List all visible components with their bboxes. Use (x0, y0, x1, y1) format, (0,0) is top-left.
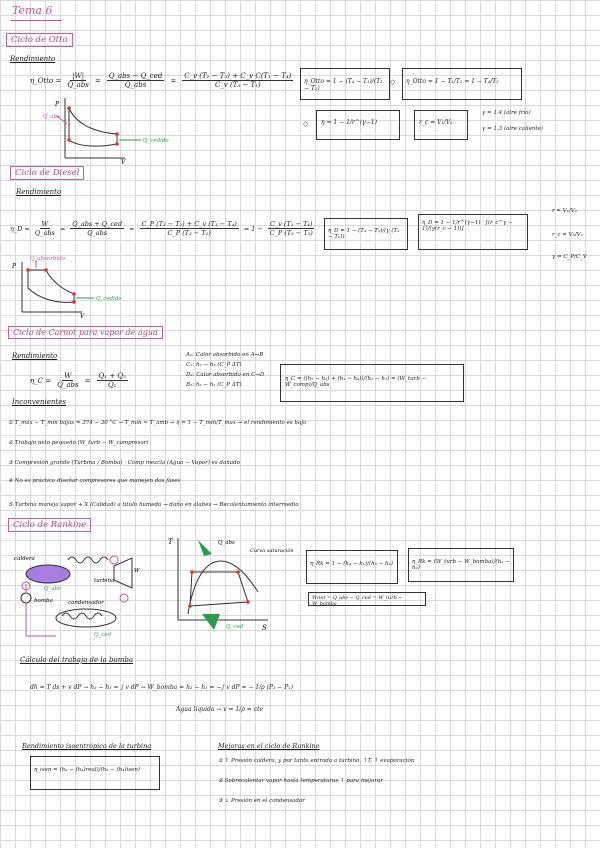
diesel-equation: η_D = $\frac{W}{\text{Q\_abs}}$ = $\frac{\text{Q\_abs + Q\_ced}}{\text{Q\_abs}}$ = $\frac{\text{C\_P (T₃ − T₂) + C\_v (T₁ − T₄)}}{\text{C\_P (T₃ − T₂)}}$ = 1 − $\frac{\text{C\_v (T₁ − T₄)}}{\text{C\_P (T₃ − T₂)}}$ (10, 220, 313, 237)
otto-title: Ciclo de Otto (6, 33, 73, 47)
diesel-def-gamma: γ = C_P/C_V (552, 254, 587, 260)
carnot-incon-1: ① T_máx − T_mín bajas = 374 − 30 °C → T_mín ≈ T_amb → η = 1 − T_min/T_max → el rendimiento es bajo (8, 420, 307, 426)
rankine-mejora-1: ① ↑ Presión caldera, y por tanto entrada a turbina, ↑T, ↑ evaporación (218, 758, 415, 764)
rankine-ts-s: S (262, 624, 267, 632)
diesel-box-2: η_D = 1 − 1/r^(γ−1) · [(r_c^γ − 1)/(γ(r_c − 1))] (418, 214, 528, 250)
tema-underline (10, 20, 62, 21)
rankine-title: Ciclo de Rankine (8, 518, 91, 532)
rankine-calc-label: Cálculo del trabajo de la bomba (20, 656, 134, 664)
diesel-title: Ciclo de Diesel (10, 166, 84, 180)
rankine-ts-qced: Q_ced (226, 624, 244, 630)
rankine-qabs: Q_abs (44, 586, 61, 592)
diesel-box-1: η_D = 1 − (T₄ − T₁)/(γ (T₃ − T₂)) (324, 218, 408, 250)
otto-arrow-label: ◇ (303, 120, 309, 128)
rankine-turbina: turbina (94, 578, 115, 584)
otto-v-axis: V (121, 159, 126, 166)
otto-box-3: η = 1 − 1/r^(γ−1) (316, 110, 400, 140)
carnot-equation: η_C = $\frac{W}{\text{Q\_abs}}$ = $\frac{\text{Q₁ + Q₂}}{\text{Q₁}}$ (30, 372, 126, 389)
diesel-rend-label: Rendimiento (16, 188, 62, 196)
carnot-incon-4: ④ No es práctico diseñar compresores que manejen dos fases (8, 478, 181, 484)
rankine-ts-qabs: Q_abs (218, 540, 235, 546)
rankine-caldera: caldera (14, 556, 35, 562)
otto-sep: ◇ (390, 78, 396, 86)
otto-qced-label: Q_cedido (143, 138, 169, 144)
rankine-bomba: bomba (34, 598, 53, 604)
rankine-eq-2: Agua líquida → v = 1/ρ = cte (176, 706, 264, 713)
diesel-def-rc: r_c = V₃/V₂ (552, 232, 583, 238)
rankine-eq-1: dh = T ds + v dP → h₂ − h₁ = ∫ v dP → W_bomba = h₂ − h₁ = −∫ v dP = − 1/ρ (P₂ − P₁) (30, 684, 293, 691)
otto-equation: η_Otto = $\frac{|W|}{\text{Q\_abs}}$ = $\frac{\text{Q\_abs − Q\_ced}}{\text{Q\_abs}}$ = $\frac{\text{C\_v (T₂ − T₃) + C\_v C(T₁ − T₄)}}{\text{C\_v (T₃ − T₁)}}$ (30, 72, 292, 89)
diesel-qced-label: Q_cedido (96, 296, 122, 302)
rankine-ts-sat: Curva saturación (250, 548, 294, 554)
rankine-box-1: η_Rk = 1 − (h₄ − h₁)/(h₃ − h₂) (306, 550, 398, 584)
rankine-w: W (134, 568, 140, 574)
otto-p-axis: P (55, 101, 60, 108)
carnot-incon-label: Inconvenientes (12, 398, 66, 406)
otto-pv-diagram (43, 96, 175, 166)
carnot-note-3: D₂: Calor absorbido en C→D (186, 372, 265, 378)
rankine-mejora-3: ③ ↓ Presión en el condensador (218, 798, 305, 804)
diesel-qabs-label: Q_absorbido (30, 256, 65, 262)
otto-box-1: η_Otto = 1 − (T₄ − T₁)/(T₃ − T₂) (300, 68, 390, 100)
diesel-pv-diagram (12, 258, 152, 318)
otto-rend-label: Rendimiento (10, 55, 56, 63)
diesel-v-axis: V (80, 313, 85, 320)
rankine-condensador: condensador (68, 600, 104, 606)
carnot-note-4: B₂: h₂ − h₁ (C_P ΔT) (186, 382, 242, 388)
rankine-isen-label: Rendimiento isoentrópico de la turbina (22, 742, 152, 750)
otto-box-2: η_Otto = 1 − T₁/T₂ = 1 − T₄/T₃ (402, 68, 522, 100)
otto-qabs-label: Q_abs (43, 114, 60, 120)
rankine-mejora-2: ② Sobrecalentar vapor hasta temperaturas ↑ para mejorar (218, 778, 383, 784)
rankine-qced: Q_ced (94, 632, 112, 638)
diesel-p-axis: P (12, 263, 17, 270)
tema-heading: Tema 6 (12, 4, 53, 17)
carnot-title: Ciclo de Carnot para vapor de agua (8, 326, 163, 339)
rankine-box-2: η_Rk = (W_turb − W_bomba)/(h₃ − h₂) (408, 548, 514, 582)
rankine-isen-box: η_isen = (h₃ − (h₄)real)/(h₃ − (h₄)isen) (30, 756, 160, 790)
rankine-box-3: Wnet = Q_abs − Q_ced = W_turb − W_bomba (308, 592, 426, 606)
diesel-def-r: r = V₁/V₂ (552, 208, 577, 214)
rankine-ts-t: T (168, 538, 173, 546)
carnot-incon-2: ② Trabajo neto pequeño (W_turb − W_compresor) (8, 440, 149, 446)
carnot-note-1: A₁: Calor absorbido en A→B (186, 352, 264, 358)
carnot-note-2: C₂: h₂ − h₃ (C_P ΔT) (186, 362, 242, 368)
rankine-ts-diagram (168, 532, 298, 632)
otto-box-4: r_c = V₁/V₂ (414, 110, 468, 140)
rankine-plant-diagram (6, 536, 156, 654)
carnot-incon-3: ③ Compresión grande (Turbina / Bomba) · Comp mezcla (Agua − Vapor) es dañado (8, 460, 240, 466)
rankine-mejoras-label: Mejoras en el ciclo de Rankine (218, 742, 320, 750)
carnot-box-1: η_C = ((h₂ − h₃) + (h₁ − h₄))/(h₂ − h₃) = (W_turb − W_comp)/Q_abs (280, 364, 464, 402)
otto-gamma-2: γ = 1.3 (aire caliente) (482, 126, 543, 132)
otto-gamma-1: γ = 1.4 (aire frío) (482, 110, 531, 116)
carnot-rend-label: Rendimiento (12, 352, 58, 360)
carnot-incon-5: ⑤ Turbina maneja vapor + X (Calidad) a titulo húmedo → daño en álabes → Recalentamiento intermedio (8, 502, 299, 508)
